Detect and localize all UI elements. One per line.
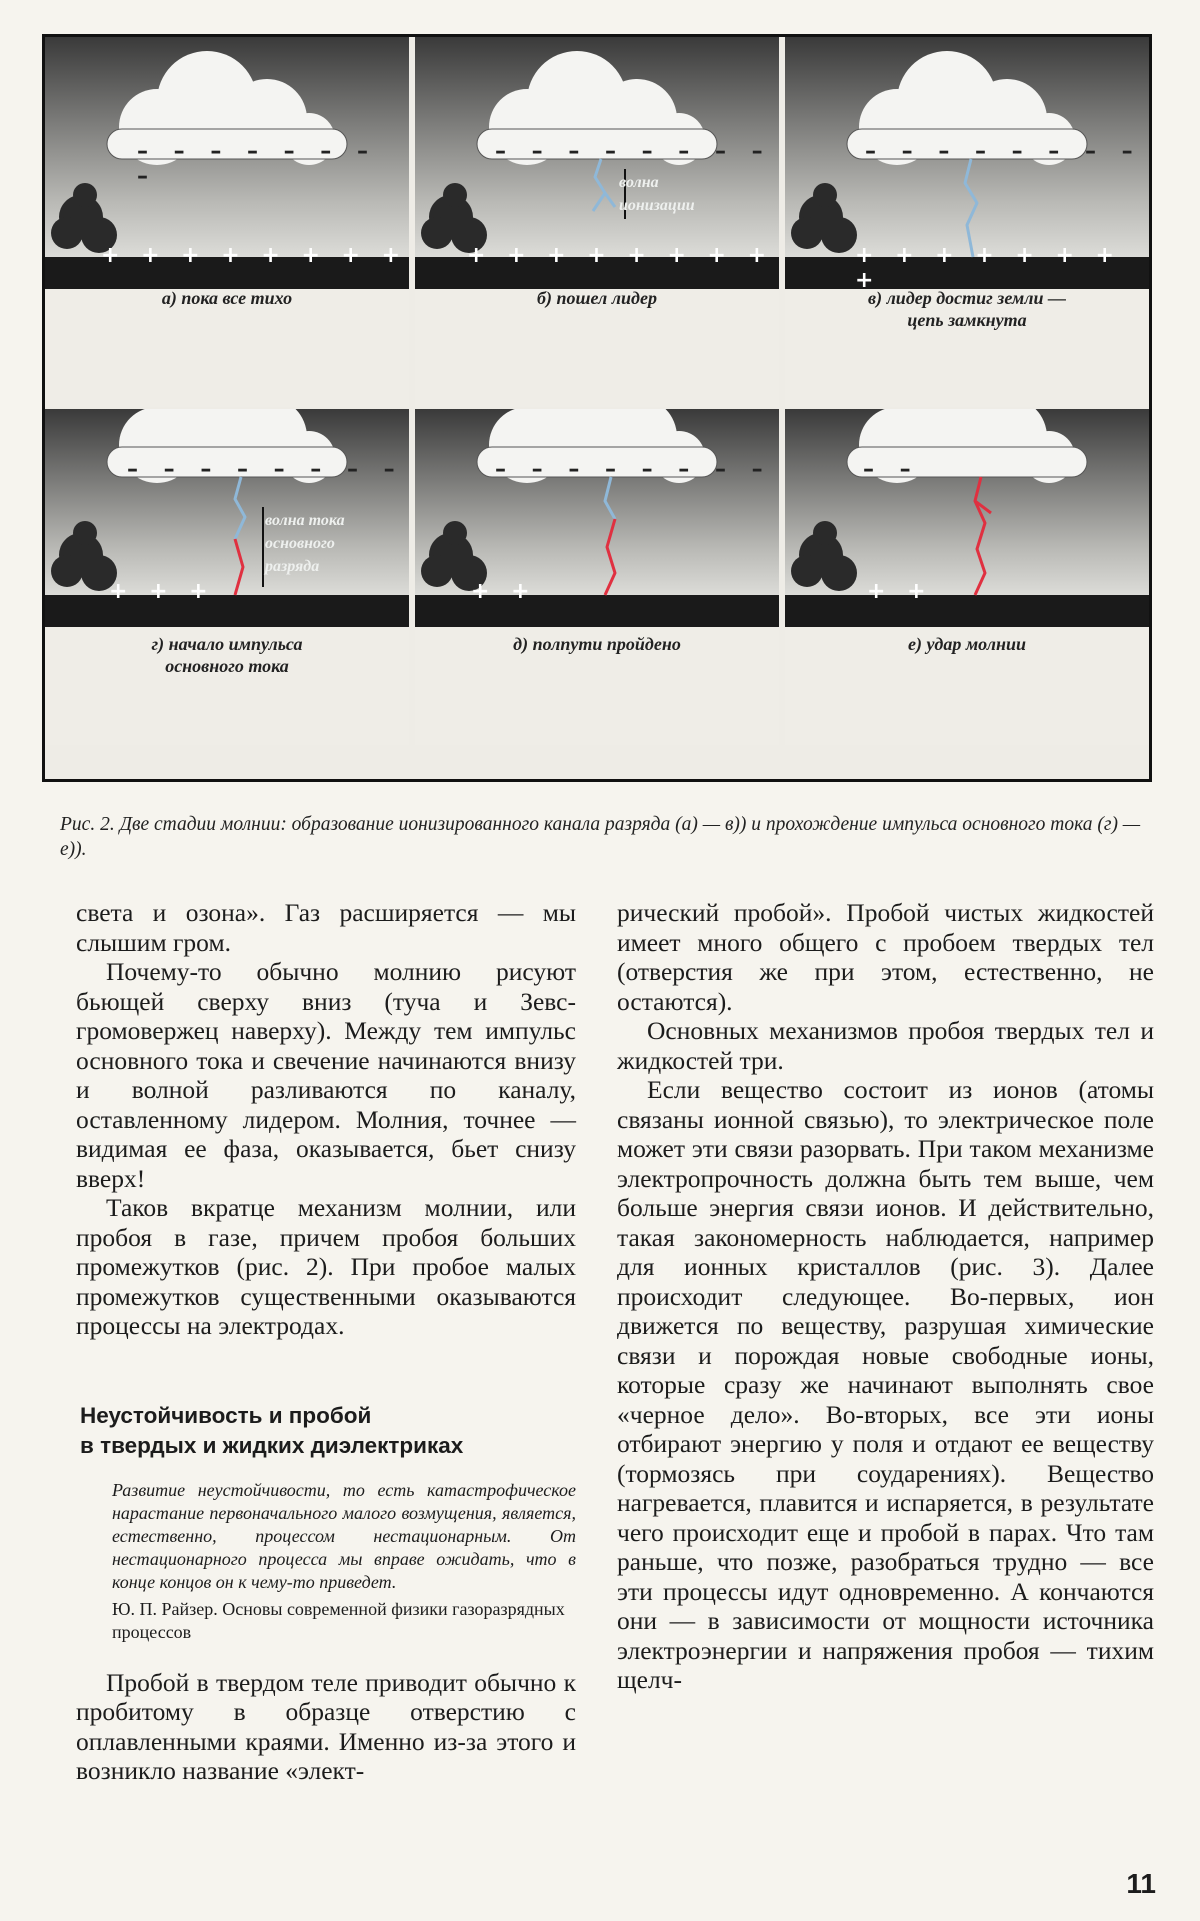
epigraph-author: Ю. П. Райзер. Основы современной физики газоразрядных процессов: [112, 1598, 565, 1642]
panel-d-cloud-charges: – – – – – – – –: [127, 457, 404, 482]
panel-e-cloud-charges: – – – – – – – –: [495, 457, 772, 482]
panel-d-ground-charges: + + +: [109, 579, 215, 604]
ground: [785, 595, 1149, 627]
right-paragraph-3: Если вещество состоит из ионов (атомы связаны ионной связью), то электрическое поле может эти связи разорвать. При таком механизме электропрочность должна быть тем выше, чем больше энергия связи ионов. И действительно, такая закономерность наблюдается, например для ионных кристаллов (рис. 3). Далее происходит следующее. Во-первых, ион движется по веществу, разрушая химические связи и порождая новые свободные ионы, которые сразу же начинают выполнять свое «черное дело». Во-вторых, все эти ионы отбирают энергию у поля и отдают ее веществу (тормозясь при соударениях). Вещество нагревается, плавится и испаряется, в результате чего происходит еще и пробой в парах. Что там раньше, что позже, разобраться трудно — все эти процессы идут одновременно. А кончаются они — в зависимости от мощности источника электроэнергии и напряжения пробоя — тихим щелч-: [617, 1075, 1154, 1694]
epigraph: Развитие неустойчивости, то есть катастрофическое нарастание первоначального малого возмущения, является, естественно, процессом нестационарным. От нестационарного процесса мы вправе ожидать, что в конце концов он к чему-то приведет.: [112, 1479, 576, 1592]
right-paragraph-2: Основных механизмов пробоя твердых тел и жидкостей три.: [617, 1016, 1154, 1075]
section-heading: [76, 1401, 576, 1461]
panel-b-illustration: [415, 37, 779, 407]
panel-c-caption: в) лидер достиг земли — цепь замкнута: [868, 288, 1066, 330]
panel-a-ground-charges: + + + + + + + +: [101, 243, 408, 268]
left-column: [76, 898, 576, 1786]
panel-c-illustration: [785, 37, 1149, 407]
figure-caption: Рис. 2. Две стадии молнии: образование ионизированного канала разряда (а) — в)) и прохождение импульса основного тока (г) — е)).: [60, 814, 1141, 860]
panel-f-caption: е) удар молнии: [908, 634, 1026, 654]
panel-c: [785, 37, 1149, 407]
panel-d-return-label: волна тока основного разряда: [265, 512, 345, 575]
panel-f-cloud-charges: – –: [863, 457, 920, 482]
panel-a-caption: а) пока все тихо: [161, 288, 293, 308]
panel-f-ground-charges: + +: [867, 579, 933, 604]
panel-b-cloud-charges: – – – – – – – –: [495, 139, 772, 164]
panel-b-caption: б) пошел лидер: [537, 288, 657, 308]
panel-c-ground-charges: + + + + + + + +: [855, 243, 1121, 293]
left-paragraph-2: Почему-то обычно молнию рисуют бьющей сверху вниз (туча и Зевс-громовержец наверху). Между тем импульс основного тока и свечение начинаются внизу и волной разливаются по каналу, оставленному лидером. Молния, точнее — видимая ее фаза, оказывается, бьет снизу вверх!: [76, 957, 576, 1193]
section-heading-line-1: Неустойчивость и пробой: [80, 1402, 372, 1428]
ground: [45, 595, 409, 627]
lightning-figure: [42, 34, 1152, 782]
panel-b-ionization-label: волна ионизации: [619, 174, 695, 214]
panel-a-illustration: [45, 37, 409, 407]
left-paragraph-1: света и озона». Газ расширяется — мы слышим гром.: [76, 898, 576, 957]
panel-f: [785, 409, 1149, 779]
left-paragraph-3: Таков вкратце механизм молнии, или пробоя в газе, причем пробоя больших промежутков (рис. 2). При пробое малых промежутков существенными оказываются процессы на электродах.: [76, 1193, 576, 1340]
section-heading-line-2: в твердых и жидких диэлектриках: [80, 1432, 464, 1458]
right-paragraph-1: рический пробой». Пробой чистых жидкостей имеет много общего с пробоем твердых тел (отверстия же при этом, естественно, не остаются).: [617, 898, 1154, 1016]
panel-a: [45, 37, 409, 407]
panel-f-illustration: [785, 409, 1149, 779]
panel-e-ground-charges: + +: [471, 579, 537, 604]
panel-a-cloud-charges: – – – – – – – –: [137, 139, 377, 189]
page-number: 11: [1126, 1868, 1156, 1899]
right-column: [617, 898, 1154, 1695]
panel-b-ground-charges: + + + + + + + +: [467, 243, 774, 268]
panel-b: [415, 37, 779, 407]
ground: [415, 595, 779, 627]
panel-d-caption: г) начало импульса основного тока: [151, 634, 303, 676]
panel-c-cloud-charges: – – – – – – – –: [865, 139, 1142, 164]
left-paragraph-4: Пробой в твердом теле приводит обычно к пробитому в образце отверстию с оплавленными краями. Именно из-за этого и возникло название «элект-: [76, 1667, 576, 1785]
panel-e-caption: д) полпути пройдено: [513, 634, 681, 654]
panel-d: [45, 409, 409, 779]
panel-e: [415, 409, 779, 779]
